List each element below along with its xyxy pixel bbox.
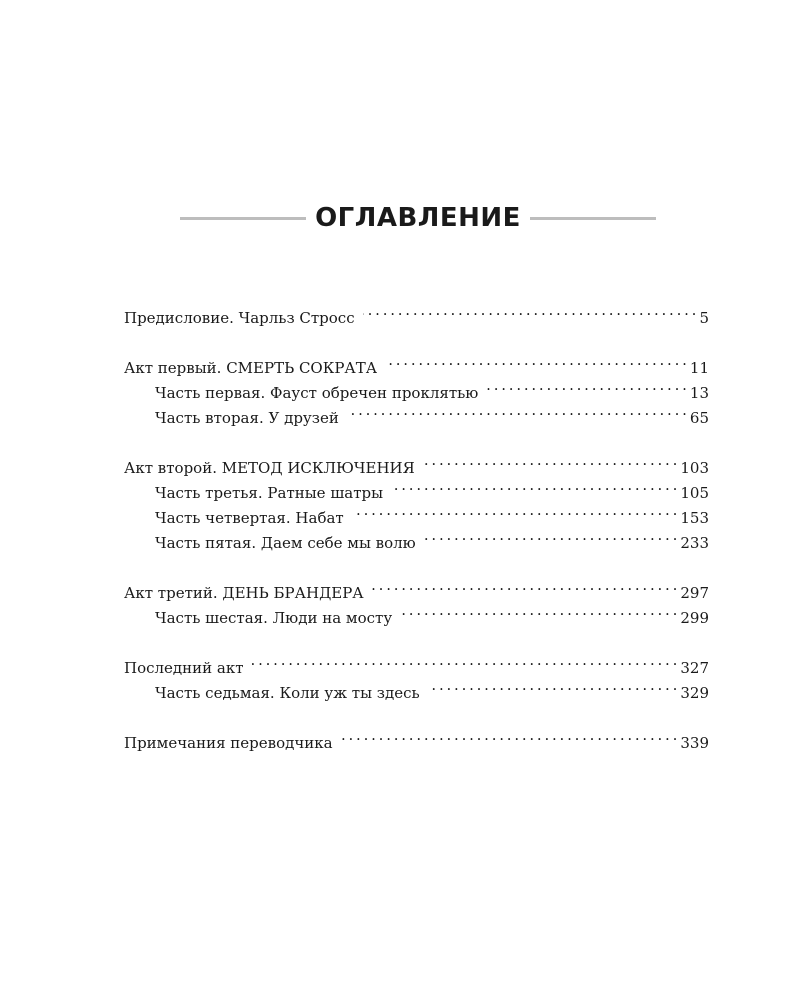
toc-dot-leader	[486, 373, 686, 398]
toc-entry	[124, 348, 709, 377]
toc-entry-title: Часть седьмая. Коли уж ты здесь	[155, 684, 420, 702]
toc-page-number: 153	[680, 509, 709, 527]
toc-page-number: 327	[680, 659, 709, 677]
toc-entry-title: Последний акт	[124, 659, 244, 677]
toc-entry-title: Часть первая. Фауст обречен проклятью	[155, 384, 479, 402]
toc-entry	[124, 648, 709, 677]
toc-dot-leader	[341, 723, 677, 748]
toc-page-number: 103	[680, 459, 709, 477]
toc-entry-title: Часть третья. Ратные шатры	[155, 484, 384, 502]
toc-page-number: 233	[680, 534, 709, 552]
toc-entry	[124, 573, 709, 602]
toc-entry-title: Предисловие. Чарльз Стросс	[124, 309, 355, 327]
toc-dot-leader	[352, 498, 677, 523]
toc-dot-leader	[391, 473, 676, 498]
toc-entry-title: Часть четвертая. Набат	[155, 509, 344, 527]
toc-entry-title: Акт первый. СМЕРТЬ СОКРАТА	[124, 359, 378, 377]
toc-dot-leader	[385, 348, 686, 373]
toc-entry-title: Часть пятая. Даем себе мы волю	[155, 534, 416, 552]
toc-page-number: 5	[699, 309, 709, 327]
toc-entry-title: Часть вторая. У друзей	[155, 409, 339, 427]
toc-entry-title: Примечания переводчика	[124, 734, 333, 752]
table-of-contents	[124, 298, 709, 752]
toc-dot-leader	[372, 573, 677, 598]
toc-dot-leader	[400, 598, 676, 623]
toc-page-number: 11	[689, 359, 709, 377]
toc-dot-leader	[428, 673, 677, 698]
toc-page-number: 297	[680, 584, 709, 602]
toc-dot-leader	[347, 398, 686, 423]
heading-left-rule	[180, 217, 306, 220]
toc-page-number: 13	[689, 384, 709, 402]
toc-dot-leader	[423, 448, 677, 473]
toc-page-number: 105	[680, 484, 709, 502]
toc-dot-leader	[424, 523, 677, 548]
toc-page-number: 299	[680, 609, 709, 627]
heading-right-rule	[530, 217, 656, 220]
toc-page-number: 339	[680, 734, 709, 752]
toc-entry	[124, 723, 709, 752]
toc-page-number: 329	[680, 684, 709, 702]
toc-dot-leader	[363, 298, 696, 323]
toc-entry	[124, 298, 709, 327]
toc-entry-title: Акт третий. ДЕНЬ БРАНДЕРА	[124, 584, 364, 602]
toc-page-number: 65	[689, 409, 709, 427]
toc-entry-title: Акт второй. МЕТОД ИСКЛЮЧЕНИЯ	[124, 459, 415, 477]
page-title: ОГЛАВЛЕНИЕ	[315, 203, 521, 233]
toc-entry	[124, 448, 709, 477]
toc-entry-title: Часть шестая. Люди на мосту	[155, 609, 393, 627]
toc-heading	[180, 196, 656, 240]
toc-dot-leader	[252, 648, 677, 673]
